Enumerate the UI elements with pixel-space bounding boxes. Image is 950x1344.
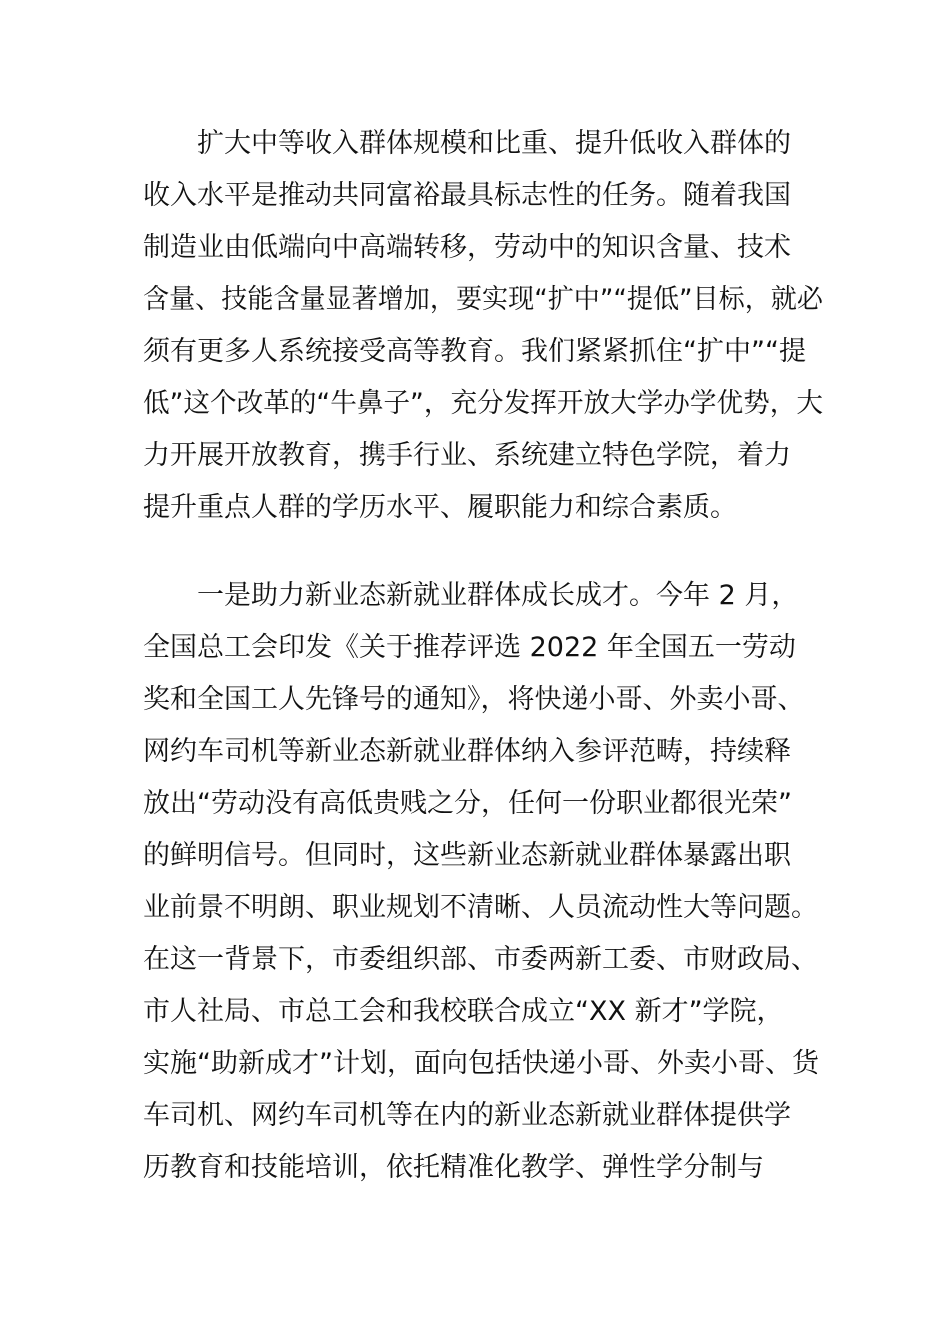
- text-line: 提升重点人群的学历水平、履职能力和综合素质。: [143, 492, 737, 523]
- text-line: 放出“劳动没有高低贵贱之分，任何一份职业都很光荣”: [143, 788, 792, 819]
- text-line: 网约车司机等新业态新就业群体纳入参评范畴，持续释: [143, 736, 791, 767]
- text-line: 在这一背景下，市委组织部、市委两新工委、市财政局、: [143, 944, 818, 975]
- text-line: 收入水平是推动共同富裕最具标志性的任务。随着我国: [143, 180, 791, 211]
- text-line: 奖和全国工人先锋号的通知》，将快递小哥、外卖小哥、: [143, 684, 805, 715]
- text-line: 含量、技能含量显著增加，要实现“扩中”“提低”目标，就必: [143, 284, 823, 315]
- text-line: 须有更多人系统接受高等教育。我们紧紧抓住“扩中”“提: [143, 336, 806, 367]
- text-line: 业前景不明朗、职业规划不清晰、人员流动性大等问题。: [143, 892, 818, 923]
- text-line: 全国总工会印发《关于推荐评选 2022 年全国五一劳动: [143, 632, 796, 663]
- text-line: 市人社局、市总工会和我校联合成立“XX 新才”学院，: [143, 996, 784, 1027]
- paragraph-intro: [143, 118, 823, 534]
- text-line: 扩大中等收入群体规模和比重、提升低收入群体的: [143, 128, 791, 159]
- text-line: 低”这个改革的“牛鼻子”，充分发挥开放大学办学优势，大: [143, 388, 823, 419]
- text-line: 力开展开放教育，携手行业、系统建立特色学院，着力: [143, 440, 791, 471]
- text-line: 实施“助新成才”计划，面向包括快递小哥、外卖小哥、货: [143, 1048, 819, 1079]
- text-line: 车司机、网约车司机等在内的新业态新就业群体提供学: [143, 1100, 791, 1131]
- text-line: 历教育和技能培训，依托精准化教学、弹性学分制与: [143, 1152, 764, 1183]
- text-line: 制造业由低端向中高端转移，劳动中的知识含量、技术: [143, 232, 791, 263]
- text-line: 的鲜明信号。但同时，这些新业态新就业群体暴露出职: [143, 840, 791, 871]
- paragraph-new-employment: [143, 570, 823, 1194]
- text-line: 一是助力新业态新就业群体成长成才。今年 2 月，: [143, 580, 799, 611]
